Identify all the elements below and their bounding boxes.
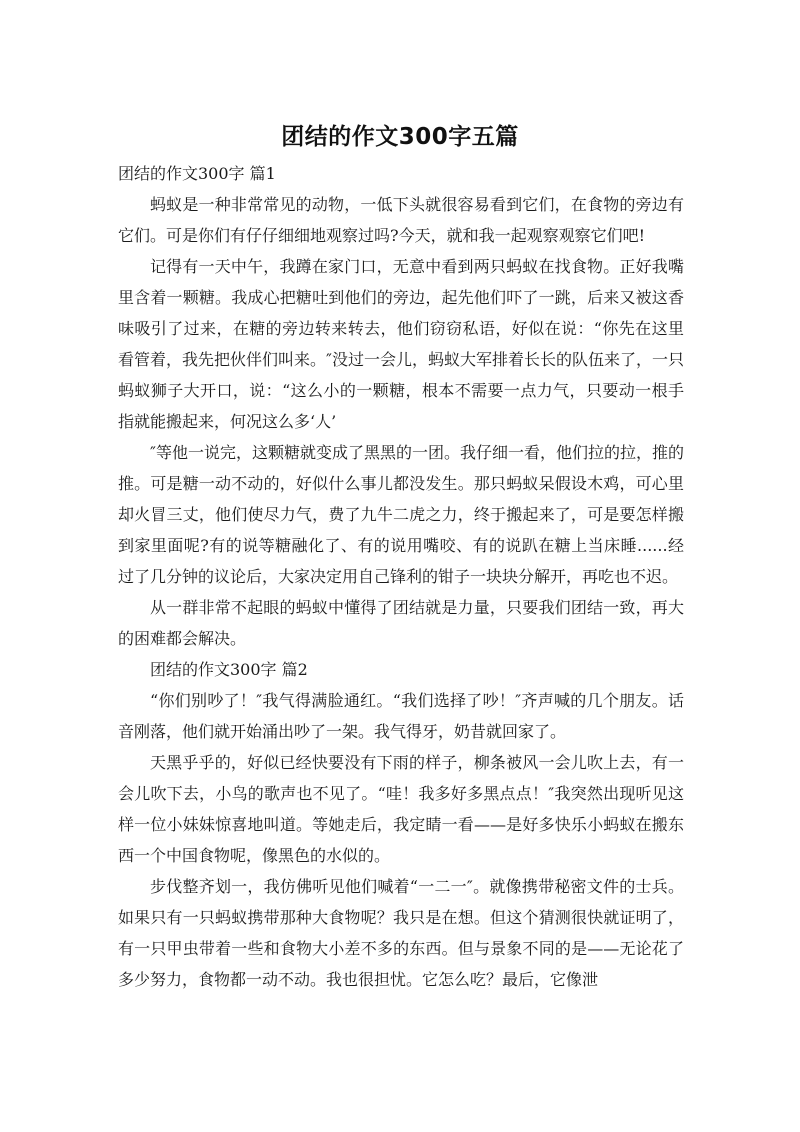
paragraph: 蚂蚁是一种非常常见的动物，一低下头就很容易看到它们，在食物的旁边有它们。可是你们有仔仔细细地观察过吗?今天，就和我一起观察观察它们吧! <box>118 195 684 245</box>
paragraph: 记得有一天中午，我蹲在家门口，无意中看到两只蚂蚁在找食物。正好我嘴里含着一颗糖。我成心把糖吐到他们的旁边，起先他们吓了一跳，后来又被这香味吸引了过来，在糖的旁边转来转去，他们窃窃私语，好似在说：“你先在这里看管着，我先把伙伴们叫来。″没过一会儿，蚂蚁大军排着长长的队伍来了，一只蚂蚁狮子大开口，说：“这么小的一颗糖，根本不需要一点力气，只要动一根手指就能搬起来，何况这么多‘人’ <box>118 257 684 431</box>
document-body <box>118 158 684 995</box>
paragraph: 天黑乎乎的，好似已经快要没有下雨的样子，柳条被风一会儿吹上去，有一会儿吹下去，小鸟的歌声也不见了。“哇！我多好多黑点点！″我突然出现听见这样一位小妹妹惊喜地叫道。等她走后，我定睛一看——是好多快乐小蚂蚁在搬东西一个中国食物呢，像黑色的水似的。 <box>118 753 684 865</box>
paragraph: 从一群非常不起眼的蚂蚁中懂得了团结就是力量，只要我们团结一致，再大的困难都会解决。 <box>118 598 684 648</box>
paragraph: 步伐整齐划一，我仿佛听见他们喊着“一二一″。就像携带秘密文件的士兵。如果只有一只蚂蚁携带那种大食物呢？我只是在想。但这个猜测很快就证明了，有一只甲虫带着一些和食物大小差不多的东西。但与景象不同的是——无论花了多少努力，食物都一动不动。我也很担忧。它怎么吃？最后，它像泄 <box>118 877 684 989</box>
document-title: 团结的作文300字五篇 <box>281 124 519 150</box>
paragraph: ″等他一说完，这颗糖就变成了黑黑的一团。我仔细一看，他们拉的拉，推的推。可是糖一动不动的，好似什么事儿都没发生。那只蚂蚁呆假设木鸡，可心里却火冒三丈，他们使尽力气，费了九牛二虎之力，终于搬起来了，可是要怎样搬到家里面呢?有的说等糖融化了、有的说用嘴咬、有的说趴在糖上当床睡......经过了几分钟的议论后，大家决定用自己锋利的钳子一块块分解开，再吃也不迟。 <box>118 443 684 586</box>
section-heading-1: 团结的作文300字 篇1 <box>118 164 276 183</box>
section-heading-2: 团结的作文300字 篇2 <box>150 660 308 679</box>
paragraph: “你们别吵了！″我气得满脸通红。“我们选择了吵！″齐声喊的几个朋友。话音刚落，他们就开始涌出吵了一架。我气得牙，奶昔就回家了。 <box>118 691 684 741</box>
